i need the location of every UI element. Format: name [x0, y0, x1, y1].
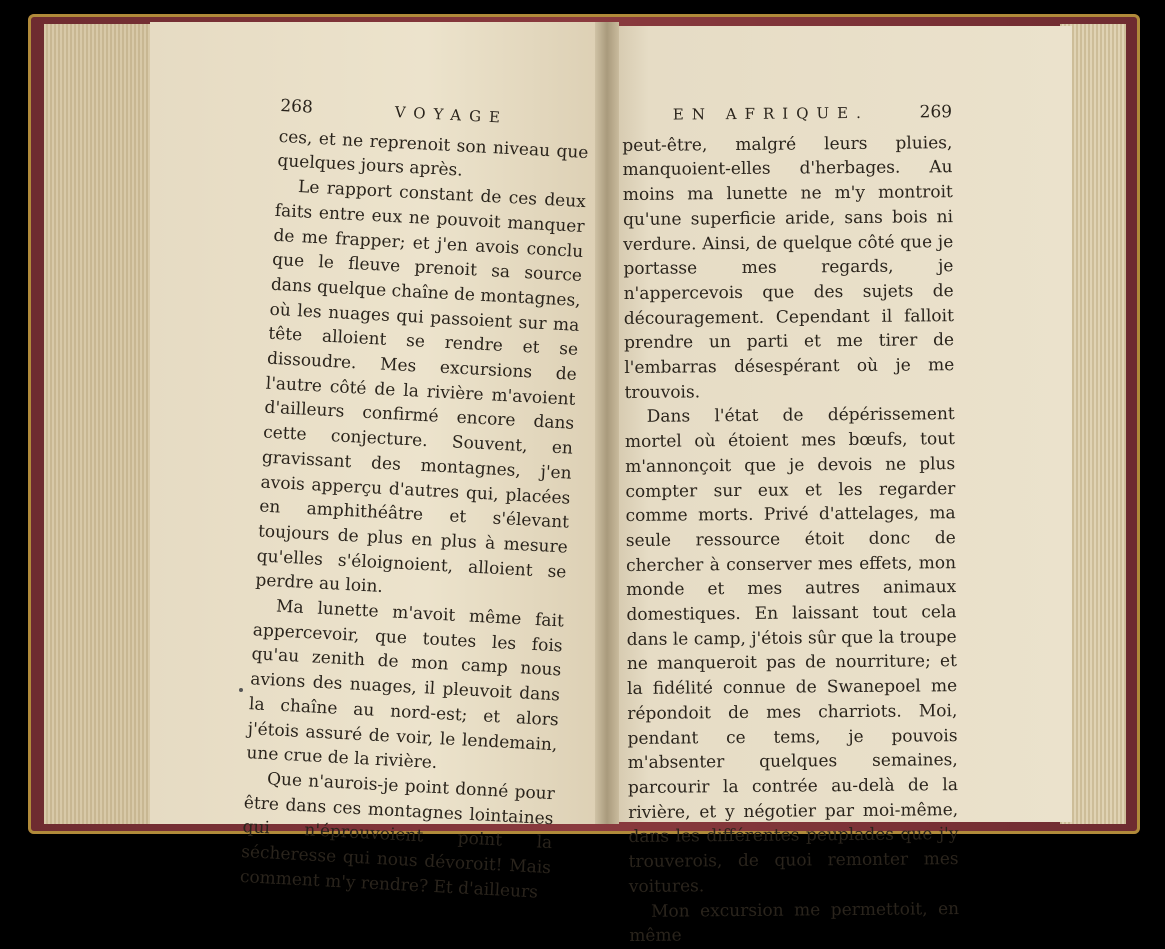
right-page-number: 269: [919, 102, 953, 123]
book-gutter: [595, 22, 619, 824]
left-paragraph: Le rapport constant de ces deux faits entre eux ne pouvoit manquer de me frapper; et j'en avois conclu que le fleuve prenoit sa source dans quelque chaîne de montagnes, où les nuages qui passoient sur ma tête alloient se rendre et se dissoudre. Mes excursions de l'autre côté de la rivière m'avoient d'ailleurs confirmé encore dans cette conjecture. Souvent, en gravissant des montagnes, j'en avois apperçu d'autres qui, placées en amphithéâtre et s'élevant toujours de plus en plus à mesure qu'elles s'éloignoient, alloient se perdre au loin.: [254, 177, 587, 598]
right-paragraph: Dans l'état de dépérissement mortel où étoient mes bœufs, tout m'annonçoit que je devois ne plus compter sur eux et les regarder comme morts. Privé d'attelages, ma seule ressource étoit donc de chercher à conserver mes effets, mon monde et mes autres animaux domestiques. En laissant tout cela dans le camp, j'étois sûr que la troupe ne manqueroit pas de nourriture; et la fidélité connue de Swanepoel me répondoit de mes charriots. Moi, pendant ce tems, je pouvois m'absenter quelques semaines, parcourir la contrée au-delà de la rivière, et y négotier par moi-même, dans les différentes peuplades que j'y trouverois, de quoi remonter mes voitures.: [624, 404, 959, 897]
page-edges-left: [44, 24, 164, 824]
right-page-header: [622, 100, 952, 128]
left-paragraph: Que n'aurois-je point donné pour être dans ces montagnes lointaines qui n'éprouvoient point la sécheresse qui nous dévoroit! Mais comment m'y rendre? Et d'ailleurs: [239, 769, 556, 903]
left-running-head: VOYAGE: [394, 102, 509, 127]
right-paragraph: peut-être, malgré leurs pluies, manquoient-elles d'herbages. Au moins ma lunette ne m'y montroit qu'une superficie aride, sans bois ni verdure. Ainsi, de quelque côté que je portasse mes regards, je n'appercevois que des sujets de découragement. Cependant il falloit prendre un parti et me tirer de l'embarras désespérant où je me trouvois.: [622, 132, 955, 403]
paper-spot: [239, 688, 243, 692]
right-page-text: [622, 100, 959, 949]
right-paragraph: Mon excursion me permettoit, en même: [629, 898, 960, 947]
left-paragraph: ces, et ne reprenoit son niveau que quelques jours après.: [276, 126, 589, 182]
left-page-text: [239, 94, 590, 906]
left-paragraph: Ma lunette m'avoit même fait appercevoir, que toutes les fois qu'au zenith de mon camp nous avions des nuages, il pleuvoit dans la chaîne au nord-est; et alors j'étois assuré de voir, le lendemain, une crue de la rivière.: [245, 596, 565, 774]
right-running-head: EN AFRIQUE.: [672, 103, 869, 124]
left-page-number: 268: [279, 95, 314, 118]
